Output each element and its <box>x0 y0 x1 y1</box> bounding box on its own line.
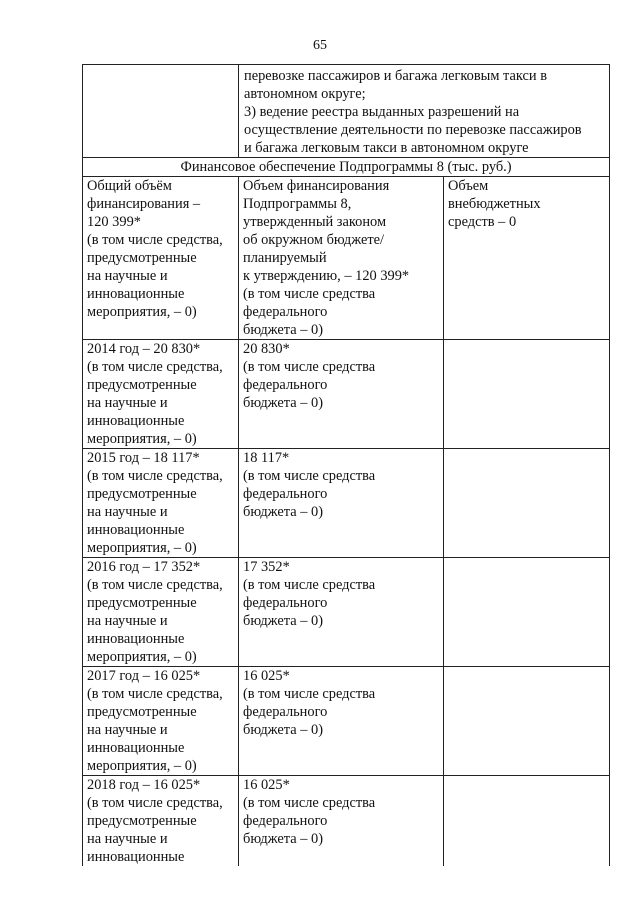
text-line: предусмотренные <box>87 486 197 502</box>
text-line: 2015 год – 18 117* <box>87 450 200 466</box>
amount-total-cell <box>83 449 239 558</box>
budget-amount-cell <box>239 177 444 340</box>
text-line: бюджета – 0) <box>243 831 324 847</box>
amount-total-cell <box>83 776 239 867</box>
text-line: федерального <box>243 304 328 320</box>
budget-amount-cell <box>239 340 444 449</box>
text-line: финансирования – <box>87 196 201 212</box>
text-line: инновационные <box>87 631 185 647</box>
text-line: (в том числе средства, <box>87 359 223 375</box>
text-line: бюджета – 0) <box>243 395 324 411</box>
text-line: на научные и <box>87 613 168 629</box>
section-title-row <box>83 158 610 177</box>
year-row <box>83 449 610 558</box>
text-line: (в том числе средства, <box>87 232 223 248</box>
text-line: об окружном бюджете/ <box>243 232 385 248</box>
text-line: на научные и <box>87 504 168 520</box>
text-line: 18 117* <box>243 450 290 466</box>
text-line: (в том числе средства, <box>87 577 223 593</box>
text-line: федерального <box>243 377 328 393</box>
text-line: на научные и <box>87 831 168 847</box>
text-line: (в том числе средства <box>243 686 376 702</box>
text-line: федерального <box>243 486 328 502</box>
text-line: инновационные <box>87 522 185 538</box>
text-line: предусмотренные <box>87 813 197 829</box>
text-line: 3) ведение реестра выданных разрешений на <box>244 104 520 120</box>
budget-amount-cell <box>239 558 444 667</box>
continuation-left-cell <box>83 65 239 158</box>
text-line: утвержденный законом <box>243 214 387 230</box>
text-line: предусмотренные <box>87 250 197 266</box>
text-line: 2016 год – 17 352* <box>87 559 201 575</box>
text-line: на научные и <box>87 395 168 411</box>
year-row <box>83 340 610 449</box>
text-line: (в том числе средства, <box>87 795 223 811</box>
text-line: (в том числе средства <box>243 577 376 593</box>
text-line: 2017 год – 16 025* <box>87 668 201 684</box>
text-line: средств – 0 <box>448 214 517 230</box>
text-line: мероприятия, – 0) <box>87 431 197 447</box>
extrabudget-cell <box>444 776 610 867</box>
text-line: бюджета – 0) <box>243 504 324 520</box>
text-line: (в том числе средства <box>243 795 376 811</box>
text-line: предусмотренные <box>87 595 197 611</box>
budget-amount-cell <box>239 667 444 776</box>
extrabudget-cell <box>444 558 610 667</box>
section-title: Финансовое обеспечение Подпрограммы 8 (тыс. руб.) <box>83 158 610 177</box>
text-line: перевозке пассажиров и багажа легковым такси в <box>244 68 548 84</box>
text-line: 16 025* <box>243 668 290 684</box>
extrabudget-cell <box>444 177 610 340</box>
text-line: планируемый <box>243 250 327 266</box>
text-line: (в том числе средства <box>243 468 376 484</box>
text-line: Подпрограммы 8, <box>243 196 352 212</box>
financing-table <box>82 64 610 866</box>
text-line: 2018 год – 16 025* <box>87 777 201 793</box>
continuation-row <box>83 65 610 158</box>
text-line: 17 352* <box>243 559 290 575</box>
text-line: бюджета – 0) <box>243 722 324 738</box>
text-line: предусмотренные <box>87 377 197 393</box>
extrabudget-cell <box>444 340 610 449</box>
continuation-text-cell <box>239 65 610 158</box>
text-line: федерального <box>243 704 328 720</box>
text-line: (в том числе средства <box>243 359 376 375</box>
text-line: бюджета – 0) <box>243 322 324 338</box>
amount-total-cell <box>83 558 239 667</box>
extrabudget-cell <box>444 449 610 558</box>
text-line: бюджета – 0) <box>243 613 324 629</box>
text-line: и багажа легковым такси в автономном округе <box>244 140 529 156</box>
text-line: Объем финансирования <box>243 178 390 194</box>
text-line: автономном округе; <box>244 86 366 102</box>
text-line: к утверждению, – 120 399* <box>243 268 410 284</box>
budget-amount-cell <box>239 776 444 867</box>
page-number: 65 <box>313 38 327 53</box>
amount-total-cell <box>83 667 239 776</box>
extrabudget-cell <box>444 667 610 776</box>
text-line: на научные и <box>87 268 168 284</box>
text-line: 20 830* <box>243 341 290 357</box>
text-line: 16 025* <box>243 777 290 793</box>
year-row <box>83 558 610 667</box>
text-line: федерального <box>243 813 328 829</box>
text-line: (в том числе средства <box>243 286 376 302</box>
text-line: (в том числе средства, <box>87 468 223 484</box>
text-line: (в том числе средства, <box>87 686 223 702</box>
year-row <box>83 667 610 776</box>
amount-total-cell <box>83 177 239 340</box>
financing-rows <box>83 177 610 867</box>
text-line: на научные и <box>87 722 168 738</box>
text-line: инновационные <box>87 413 185 429</box>
totals-row <box>83 177 610 340</box>
text-line: Общий объём <box>87 178 172 194</box>
budget-amount-cell <box>239 449 444 558</box>
text-line: мероприятия, – 0) <box>87 758 197 774</box>
text-line: 2014 год – 20 830* <box>87 341 201 357</box>
text-line: мероприятия, – 0) <box>87 540 197 556</box>
text-line: инновационные <box>87 849 185 865</box>
text-line: инновационные <box>87 740 185 756</box>
amount-total-cell <box>83 340 239 449</box>
text-line: инновационные <box>87 286 185 302</box>
text-line: внебюджетных <box>448 196 541 212</box>
text-line: мероприятия, – 0) <box>87 649 197 665</box>
text-line: 120 399* <box>87 214 141 230</box>
text-line: осуществление деятельности по перевозке пассажиров <box>244 122 582 138</box>
text-line: Объем <box>448 178 489 194</box>
year-row <box>83 776 610 867</box>
text-line: мероприятия, – 0) <box>87 304 197 320</box>
text-line: федерального <box>243 595 328 611</box>
text-line: предусмотренные <box>87 704 197 720</box>
